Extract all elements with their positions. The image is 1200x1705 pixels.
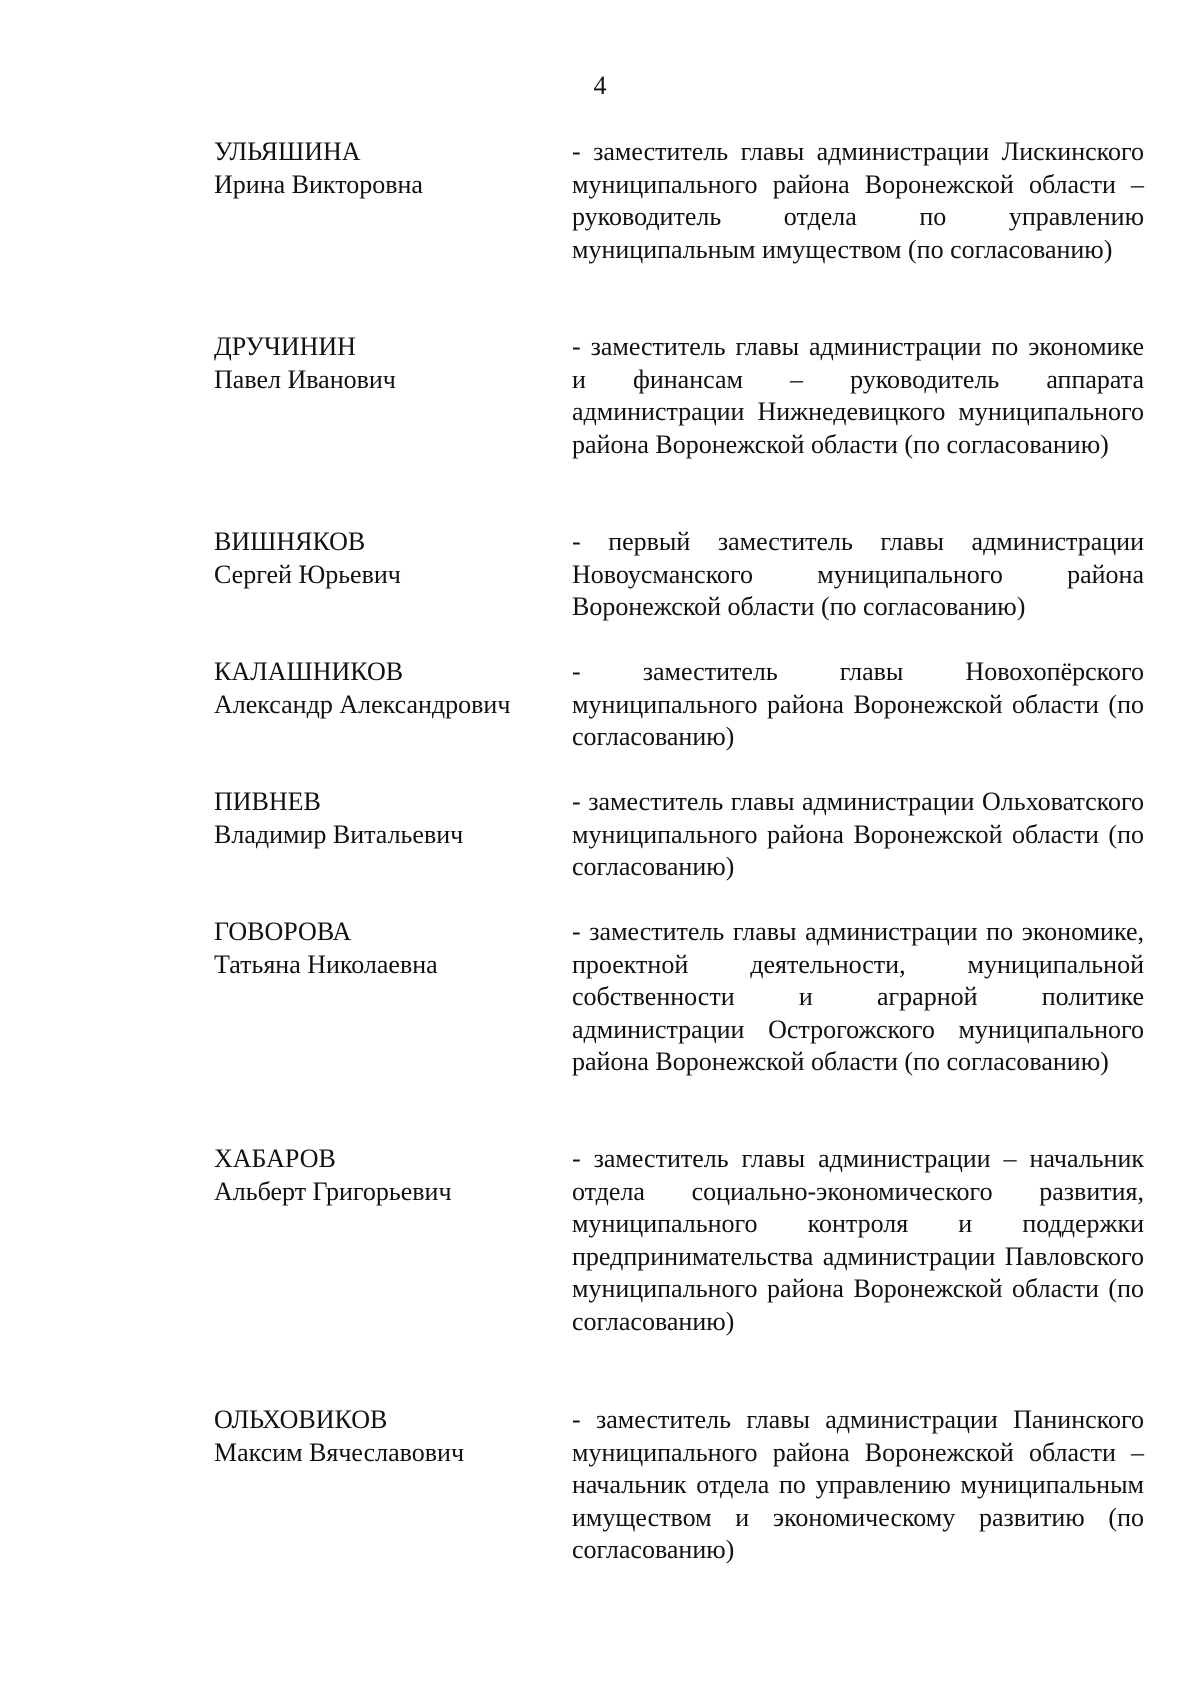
member-name bbox=[214, 331, 554, 396]
member-given-names: Владимир Витальевич bbox=[214, 819, 464, 849]
member-position: - заместитель главы администрации – начальник отдела социально-экономического развития, муниципального контроля и поддержки предпринимательства администрации Павловского муниципального района Воронежской области (по согласованию) bbox=[572, 1144, 1144, 1336]
member-given-names: Альберт Григорьевич bbox=[214, 1176, 452, 1206]
member-given-names: Максим Вячеславович bbox=[214, 1437, 465, 1467]
member-name bbox=[214, 656, 554, 721]
member-name bbox=[214, 136, 554, 201]
member-name bbox=[214, 786, 554, 851]
member-surname: УЛЬЯШИНА bbox=[214, 137, 361, 166]
member-position: - заместитель главы администрации Ольховатского муниципального района Воронежской области (по согласованию) bbox=[572, 787, 1144, 881]
member-given-names: Сергей Юрьевич bbox=[214, 559, 401, 589]
page-number: 4 bbox=[593, 71, 607, 100]
member-surname: ПИВНЕВ bbox=[214, 787, 321, 816]
member-surname: ХАБАРОВ bbox=[214, 1144, 336, 1173]
member-surname: ВИШНЯКОВ bbox=[214, 527, 366, 556]
member-position: - заместитель главы администрации по экономике и финансам – руководитель аппарата администрации Нижнедевицкого муниципального района Воронежской области (по согласованию) bbox=[572, 332, 1144, 459]
member-name bbox=[214, 526, 554, 591]
member-given-names: Татьяна Николаевна bbox=[214, 949, 438, 979]
member-surname: ГОВОРОВА bbox=[214, 917, 352, 946]
member-position: - заместитель главы администрации по экономике, проектной деятельности, муниципальной собственности и аграрной политике администрации Острогожского муниципального района Воронежской области (по согласованию) bbox=[572, 917, 1144, 1076]
member-surname: КАЛАШНИКОВ bbox=[214, 657, 404, 686]
member-name bbox=[214, 916, 554, 981]
member-position: - заместитель главы Новохопёрского муниципального района Воронежской области (по согласованию) bbox=[572, 657, 1144, 751]
member-given-names: Ирина Викторовна bbox=[214, 169, 423, 199]
member-position: - заместитель главы администрации Панинского муниципального района Воронежской области – начальник отдела по управлению муниципальным имуществом и экономическому развитию (по согласованию) bbox=[572, 1405, 1144, 1564]
member-position: - заместитель главы администрации Лискинского муниципального района Воронежской области – руководитель отдела по управлению муниципальным имуществом (по согласованию) bbox=[572, 137, 1144, 264]
member-surname: ДРУЧИНИН bbox=[214, 332, 356, 361]
member-position: - первый заместитель главы администрации Новоусманского муниципального района Воронежской области (по согласованию) bbox=[572, 527, 1144, 621]
member-given-names: Александр Александрович bbox=[214, 689, 511, 719]
member-name bbox=[214, 1143, 554, 1208]
member-surname: ОЛЬХОВИКОВ bbox=[214, 1405, 388, 1434]
member-name bbox=[214, 1404, 554, 1469]
member-given-names: Павел Иванович bbox=[214, 364, 396, 394]
